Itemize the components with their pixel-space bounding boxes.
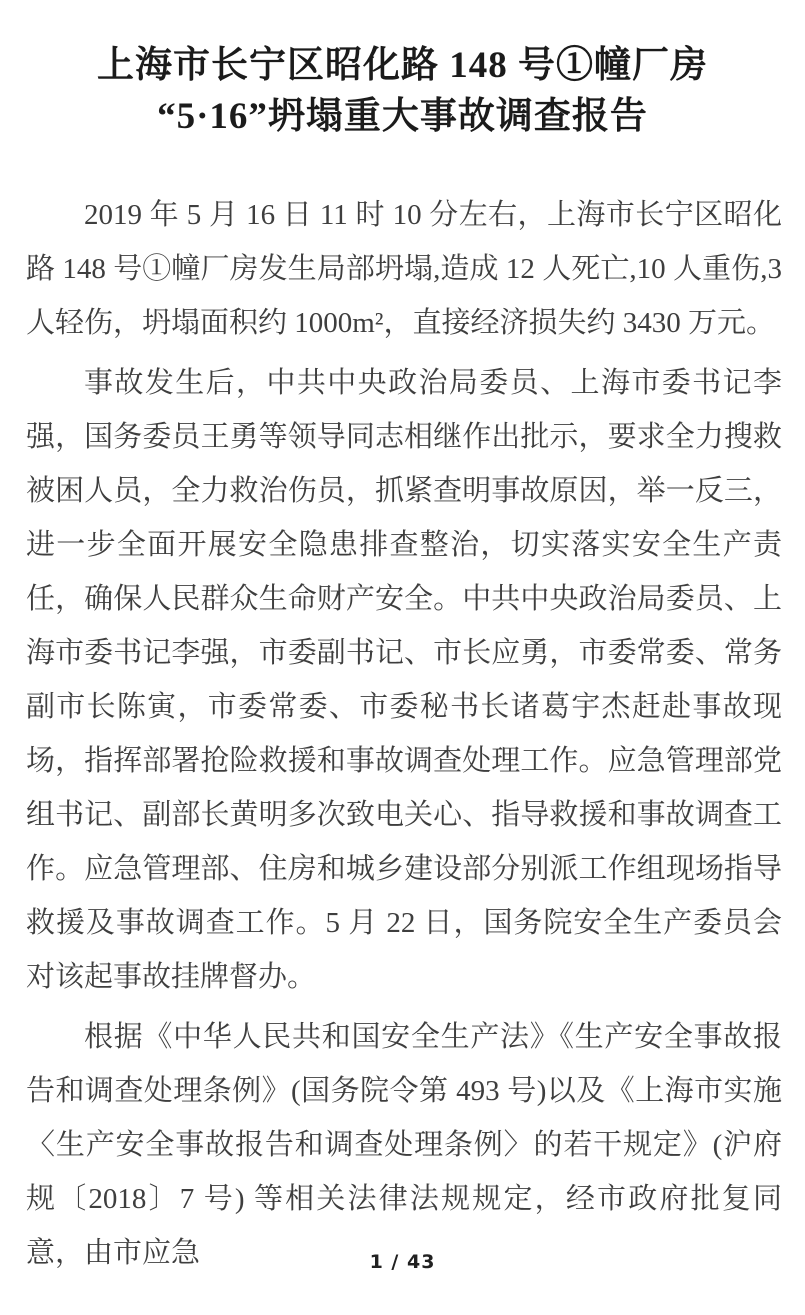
report-title-line-2: “5·16”坍塌重大事故调查报告 [157,96,648,137]
paragraph-accident-summary: 2019 年 5 月 16 日 11 时 10 分左右，上海市长宁区昭化路 148 号①幢厂房发生局部坍塌,造成 12 人死亡,10 人重伤,3 人轻伤，坍塌面积约 1000m²，直接经济损失约 3430 万元。 [26,199,782,339]
report-title [24,40,781,142]
paragraph-legal-basis: 根据《中华人民共和国安全生产法》《生产安全事故报告和调查处理条例》(国务院令第 493 号)以及《上海市实施〈生产安全事故报告和调查处理条例〉的若干规定》(沪府规〔2018〕7 号) 等相关法律法规规定，经市政府批复同意，由市应急 [26,1021,782,1269]
report-title-line-1: 上海市长宁区昭化路 148 号①幢厂房 [97,45,708,86]
paragraph-response-actions: 事故发生后，中共中央政治局委员、上海市委书记李强，国务委员王勇等领导同志相继作出批示，要求全力搜救被困人员，全力救治伤员，抓紧查明事故原因，举一反三，进一步全面开展安全隐患排查整治，切实落实安全生产责任，确保人民群众生命财产安全。中共中央政治局委员、上海市委书记李强，市委副书记、市长应勇，市委常委、常务副市长陈寅，市委常委、市委秘书长诸葛宇杰赶赴事故现场，指挥部署抢险救援和事故调查处理工作。应急管理部党组书记、副部长黄明多次致电关心、指导救援和事故调查工作。应急管理部、住房和城乡建设部分别派工作组现场指导救援及事故调查工作。5 月 22 日，国务院安全生产委员会对该起事故挂牌督办。 [26,367,782,993]
report-body [26,188,782,1280]
page-indicator: 1 / 43 [369,1251,436,1273]
